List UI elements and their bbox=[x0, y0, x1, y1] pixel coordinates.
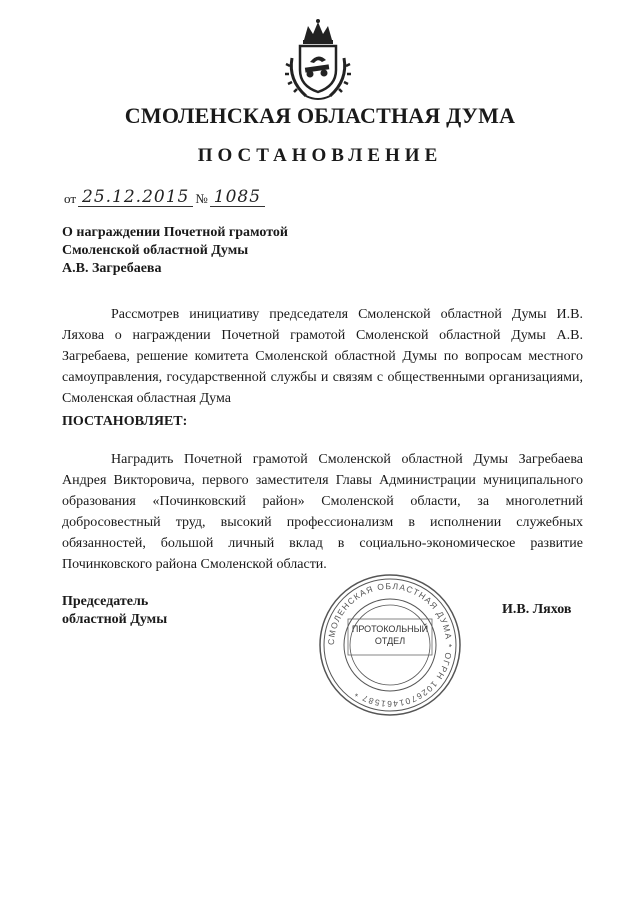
document-date: 25.12.2015 bbox=[78, 188, 193, 207]
document-subject bbox=[62, 224, 288, 278]
position-line: Председатель bbox=[62, 594, 149, 609]
subject-line: А.В. Загребаева bbox=[62, 261, 162, 276]
resolution-paragraph: Наградить Почетной грамотой Смоленской областной Думы Загребаева Андрея Викторовича, первого заместителя Главы Администрации муниципального образования «Починковский район» Смоленской области, за многолетний добросовестный труд, высокий профессионализм в исполнении служебных обязанностей, большой личный вклад в социально-экономическое развитие Починковского района Смоленской области. bbox=[62, 452, 583, 572]
document-type-heading: ПОСТАНОВЛЕНИЕ bbox=[197, 145, 443, 166]
organization-title: СМОЛЕНСКАЯ ОБЛАСТНАЯ ДУМА bbox=[124, 103, 516, 128]
subject-line: Смоленской областной Думы bbox=[62, 243, 249, 258]
subject-line: О награждении Почетной грамотой bbox=[62, 225, 288, 240]
date-prefix-label: от bbox=[64, 191, 77, 206]
stamp-ring-text: СМОЛЕНСКАЯ ОБЛАСТНАЯ ДУМА * ОГРН 1026701461587 * bbox=[325, 580, 455, 710]
stamp-center-text bbox=[346, 623, 434, 647]
signatory-position bbox=[62, 593, 167, 629]
coat-of-arms-icon bbox=[276, 18, 360, 102]
resolves-heading: ПОСТАНОВЛЯЕТ: bbox=[62, 414, 188, 429]
signatory-name: И.В. Ляхов bbox=[502, 602, 572, 617]
document-number: 1085 bbox=[210, 188, 265, 207]
date-number-line bbox=[62, 188, 265, 207]
stamp-center-line: ОТДЕЛ bbox=[374, 636, 406, 646]
position-line: областной Думы bbox=[62, 612, 168, 627]
stamp-center-line: ПРОТОКОЛЬНЫЙ bbox=[351, 624, 429, 634]
number-label: № bbox=[195, 191, 208, 206]
preamble-paragraph: Рассмотрев инициативу председателя Смоленской областной Думы И.В. Ляхова о награждении Почетной грамотой Смоленской областной Думы А.В. Загребаева, решение комитета Смоленской областной Думы по вопросам местного самоуправления, государственной службы и связям с общественными организациями, Смоленская областная Дума bbox=[62, 307, 583, 406]
